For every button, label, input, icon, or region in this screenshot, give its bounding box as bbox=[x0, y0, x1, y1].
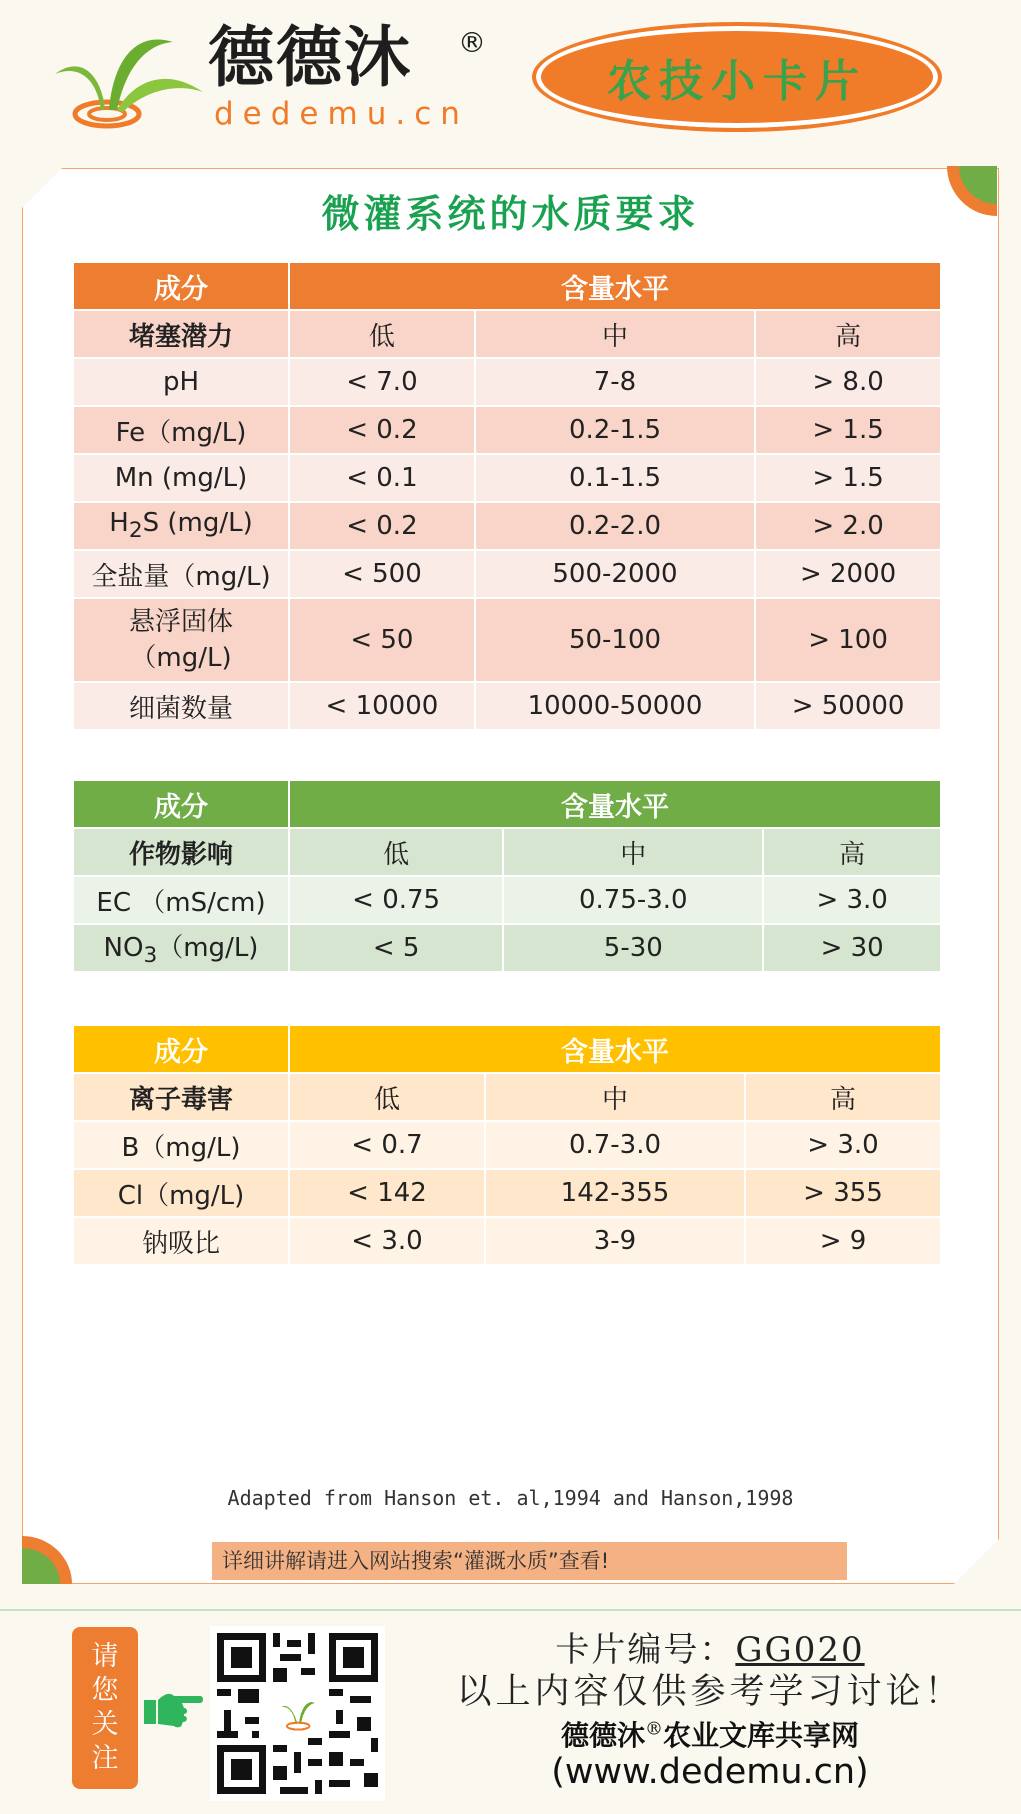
component-name: Mn (mg/L) bbox=[74, 455, 288, 501]
crop-impact-table bbox=[72, 779, 942, 973]
value-high: > 2.0 bbox=[756, 503, 940, 549]
level-mid-label: 中 bbox=[476, 311, 754, 357]
value-low: < 3.0 bbox=[290, 1218, 484, 1264]
level-mid-label: 中 bbox=[486, 1074, 744, 1120]
category-label: 作物影响 bbox=[74, 829, 288, 875]
table-row bbox=[74, 599, 940, 681]
library-registered-mark: ® bbox=[645, 1718, 663, 1740]
value-high: > 3.0 bbox=[746, 1122, 940, 1168]
component-name-main: NO bbox=[103, 933, 144, 964]
detail-note-banner: 详细讲解请进入网站搜索“灌溉水质”查看! bbox=[212, 1542, 847, 1580]
category-row bbox=[74, 829, 940, 875]
table-row bbox=[74, 1122, 940, 1168]
value-mid: 500-2000 bbox=[476, 551, 754, 597]
value-mid: 0.2-1.5 bbox=[476, 407, 754, 453]
table-header-row bbox=[74, 263, 940, 309]
level-high-label: 高 bbox=[764, 829, 940, 875]
ion-toxicity-table bbox=[72, 1024, 942, 1266]
pointing-hand-icon bbox=[142, 1686, 204, 1730]
value-low: < 50 bbox=[290, 599, 474, 681]
level-low-label: 低 bbox=[290, 829, 502, 875]
value-mid: 50-100 bbox=[476, 599, 754, 681]
table-row bbox=[74, 877, 940, 923]
component-name: 细菌数量 bbox=[74, 683, 288, 729]
card-number-label: 卡片编号： bbox=[555, 1630, 736, 1670]
component-name bbox=[74, 599, 288, 681]
level-header: 含量水平 bbox=[290, 1026, 940, 1072]
value-low: < 142 bbox=[290, 1170, 484, 1216]
level-header: 含量水平 bbox=[290, 263, 940, 309]
table-row bbox=[74, 683, 940, 729]
value-mid: 5-30 bbox=[504, 925, 762, 971]
website-link[interactable]: (www.dedemu.cn) bbox=[551, 1752, 869, 1792]
corner-decoration-bottom-left bbox=[22, 1536, 72, 1584]
follow-char: 您 bbox=[91, 1675, 119, 1706]
brand-url: dedemu.cn bbox=[214, 96, 469, 132]
level-low-label: 低 bbox=[290, 311, 474, 357]
value-high: > 3.0 bbox=[764, 877, 940, 923]
follow-char: 请 bbox=[91, 1641, 119, 1672]
value-low: < 0.2 bbox=[290, 503, 474, 549]
brand-name: 德德沐 bbox=[208, 19, 412, 96]
component-name-subscript: 2 bbox=[128, 518, 143, 544]
value-high: > 1.5 bbox=[756, 407, 940, 453]
follow-char: 关 bbox=[91, 1709, 119, 1740]
table-row bbox=[74, 925, 940, 971]
table-header-row bbox=[74, 1026, 940, 1072]
level-high-label: 高 bbox=[756, 311, 940, 357]
badge-text: 农技小卡片 bbox=[607, 56, 867, 107]
table-row bbox=[74, 1170, 940, 1216]
card-number-code: GG020 bbox=[735, 1630, 865, 1670]
category-label: 堵塞潜力 bbox=[74, 311, 288, 357]
level-low-label: 低 bbox=[290, 1074, 484, 1120]
table-row bbox=[74, 407, 940, 453]
table-row bbox=[74, 359, 940, 405]
disclaimer-text: 以上内容仅供参考学习讨论！ bbox=[456, 1672, 964, 1712]
follow-char: 注 bbox=[91, 1743, 119, 1774]
component-name-line2: （mg/L) bbox=[130, 643, 232, 673]
value-high: > 50000 bbox=[756, 683, 940, 729]
value-low: < 5 bbox=[290, 925, 502, 971]
divider bbox=[0, 1609, 1021, 1611]
value-mid: 7-8 bbox=[476, 359, 754, 405]
value-mid: 0.2-2.0 bbox=[476, 503, 754, 549]
value-low: < 0.2 bbox=[290, 407, 474, 453]
qr-code[interactable] bbox=[210, 1626, 385, 1801]
component-name: B（mg/L) bbox=[74, 1122, 288, 1168]
library-title bbox=[430, 1714, 990, 1754]
component-name bbox=[74, 503, 288, 549]
component-name: Cl（mg/L) bbox=[74, 1170, 288, 1216]
value-low: < 10000 bbox=[290, 683, 474, 729]
category-row bbox=[74, 311, 940, 357]
table-row bbox=[74, 503, 940, 549]
component-header: 成分 bbox=[74, 1026, 288, 1072]
level-high-label: 高 bbox=[746, 1074, 940, 1120]
component-name: pH bbox=[74, 359, 288, 405]
value-high: > 9 bbox=[746, 1218, 940, 1264]
registered-mark: ® bbox=[458, 26, 486, 59]
component-name bbox=[74, 925, 288, 971]
library-name: 农业文库共享网 bbox=[663, 1719, 860, 1752]
value-high: > 355 bbox=[746, 1170, 940, 1216]
level-header: 含量水平 bbox=[290, 781, 940, 827]
component-name-main: H bbox=[109, 508, 129, 539]
value-low: < 0.7 bbox=[290, 1122, 484, 1168]
table-row bbox=[74, 551, 940, 597]
component-name: EC （mS/cm) bbox=[74, 877, 288, 923]
component-name-subscript: 3 bbox=[143, 943, 158, 969]
value-mid: 3-9 bbox=[486, 1218, 744, 1264]
value-low: < 7.0 bbox=[290, 359, 474, 405]
sprout-logo-icon bbox=[55, 22, 205, 140]
library-brand: 德德沐 bbox=[560, 1719, 645, 1752]
category-label: 离子毒害 bbox=[74, 1074, 288, 1120]
value-mid: 0.1-1.5 bbox=[476, 455, 754, 501]
table-row bbox=[74, 455, 940, 501]
table-row bbox=[74, 1218, 940, 1264]
follow-us-label bbox=[72, 1627, 138, 1789]
component-name-tail: （mg/L) bbox=[157, 933, 259, 964]
component-name: 全盐量（mg/L) bbox=[74, 551, 288, 597]
tip-card-badge bbox=[532, 22, 942, 132]
category-row bbox=[74, 1074, 940, 1120]
card-title: 微灌系统的水质要求 bbox=[321, 191, 700, 236]
level-mid-label: 中 bbox=[504, 829, 762, 875]
table-header-row bbox=[74, 781, 940, 827]
value-mid: 142-355 bbox=[486, 1170, 744, 1216]
value-high: > 100 bbox=[756, 599, 940, 681]
component-header: 成分 bbox=[74, 781, 288, 827]
source-citation: Adapted from Hanson et. al,1994 and Hanson,1998 bbox=[227, 1486, 794, 1510]
component-name-tail: S (mg/L) bbox=[142, 508, 253, 539]
value-low: < 0.1 bbox=[290, 455, 474, 501]
header bbox=[0, 0, 1021, 160]
value-mid: 10000-50000 bbox=[476, 683, 754, 729]
component-header: 成分 bbox=[74, 263, 288, 309]
value-low: < 500 bbox=[290, 551, 474, 597]
value-mid: 0.75-3.0 bbox=[504, 877, 762, 923]
value-high: > 30 bbox=[764, 925, 940, 971]
value-high: > 1.5 bbox=[756, 455, 940, 501]
clogging-potential-table bbox=[72, 261, 942, 731]
component-name: Fe（mg/L) bbox=[74, 407, 288, 453]
value-high: > 2000 bbox=[756, 551, 940, 597]
component-name: 钠吸比 bbox=[74, 1218, 288, 1264]
value-low: < 0.75 bbox=[290, 877, 502, 923]
component-name-line1: 悬浮固体 bbox=[128, 607, 233, 637]
value-mid: 0.7-3.0 bbox=[486, 1122, 744, 1168]
value-high: > 8.0 bbox=[756, 359, 940, 405]
